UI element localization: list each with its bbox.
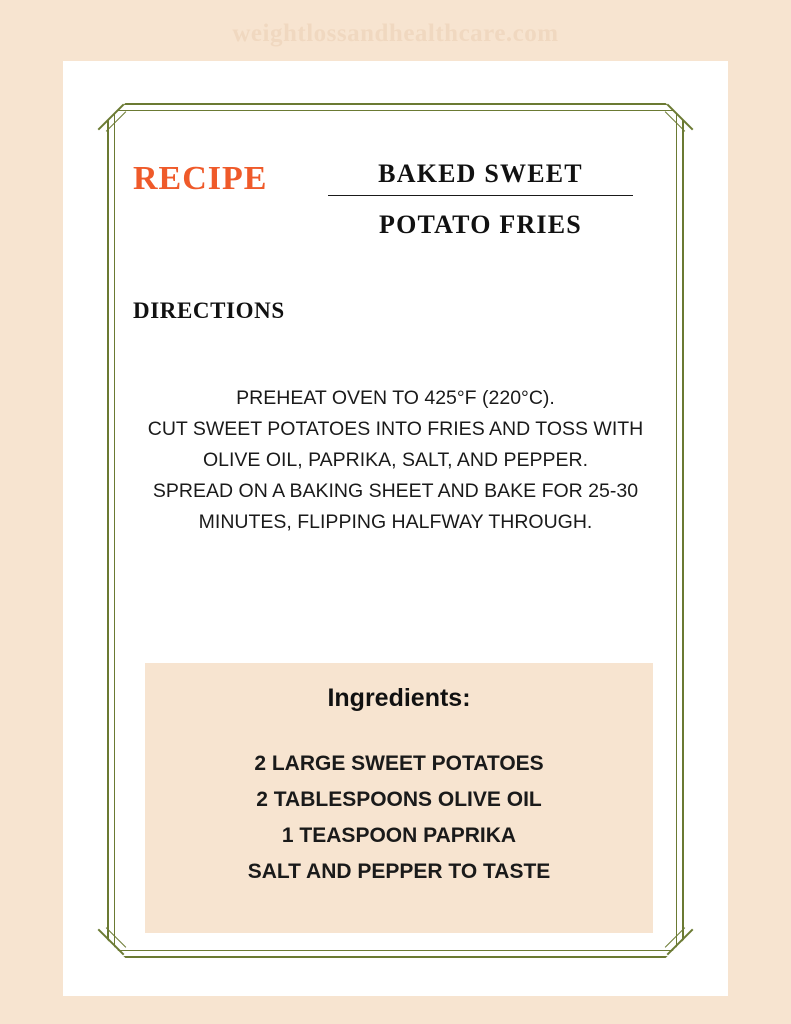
directions-line: SPREAD ON A BAKING SHEET AND BAKE FOR 25-30: [152, 480, 639, 502]
ingredient-item: 1 TEASPOON PAPRIKA: [281, 824, 517, 847]
ingredient-item: 2 TABLESPOONS OLIVE OIL: [256, 788, 542, 811]
recipe-title-line-1: BAKED SWEET: [328, 159, 633, 196]
recipe-title-line-2: POTATO FRIES: [379, 210, 582, 239]
directions-line: MINUTES, FLIPPING HALFWAY THROUGH.: [198, 511, 593, 533]
recipe-label: RECIPE: [133, 160, 268, 197]
recipe-title: [328, 159, 633, 240]
site-watermark: weightlossandhealthcare.com: [232, 20, 559, 47]
ingredient-item: SALT AND PEPPER TO TASTE: [247, 860, 551, 883]
ingredient-item: 2 LARGE SWEET POTATOES: [254, 752, 544, 775]
card-content: [63, 61, 728, 996]
directions-line: OLIVE OIL, PAPRIKA, SALT, AND PEPPER.: [202, 449, 589, 471]
ingredients-list: [145, 746, 653, 890]
directions-line: CUT SWEET POTATOES INTO FRIES AND TOSS WITH: [147, 418, 644, 440]
ingredients-panel: [145, 663, 653, 933]
directions-line: PREHEAT OVEN TO 425°F (220°C).: [236, 387, 555, 409]
recipe-card: [63, 61, 728, 996]
directions-heading: DIRECTIONS: [133, 298, 285, 323]
ingredients-heading: Ingredients:: [327, 684, 471, 712]
directions-body: [93, 383, 698, 538]
